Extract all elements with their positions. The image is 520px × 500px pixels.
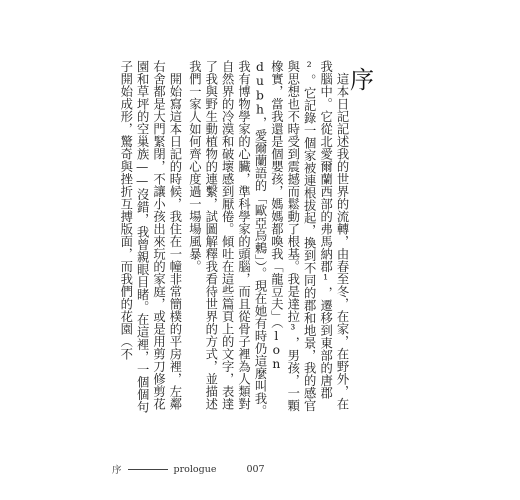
body-text	[114, 60, 350, 420]
paragraph-1: 這本日記記述我的世界的流轉，由春至冬，在家，在野外，在我腦中。它從北愛爾蘭西部的弗馬納郡¹，遷移到東部的唐郡²。它記錄一個家被連根拔起，換到不同的郡和地景，我的感官與思想也不時受到震撼而鬆動了根基。我是達拉³，男孩，一顆橡實，當我還是個嬰孩，媽媽都喚我「龍豆夫」（lon dubh，愛爾蘭語的「歐亞烏鶇」）。現在她有時仍這麼叫我。我有博物學家的心臟，準科學家的頭腦，而且從骨子裡為人類對自然界的冷漠和破壞感到厭倦。傾吐在這些篇頁上的文字，表達了我與野生動植物的連繫，試圖解釋我看待世界的方式，並描述我們一家人如何齊心度過一場場風暴。	[187, 60, 349, 417]
page-number: 007	[246, 463, 265, 475]
footer-section-title: 序	[112, 465, 122, 476]
page-footer	[112, 462, 265, 476]
footer-rule	[128, 469, 168, 470]
footer-section-subtitle: prologue	[173, 463, 217, 475]
paragraph-2: 開始寫這本日記的時候，我住在一幢非常簡樸的平房裡，左鄰右舍都是大門緊閉，不讓小孩出來玩的家庭，或是用剪刀修剪花園和草坪的空巢族——沒錯，我曾親眼目睹。在這裡，一個個句子開始成形，驚奇與挫折互搏版面，而我們的花園（不	[118, 60, 182, 414]
page-title: 序	[350, 66, 374, 94]
